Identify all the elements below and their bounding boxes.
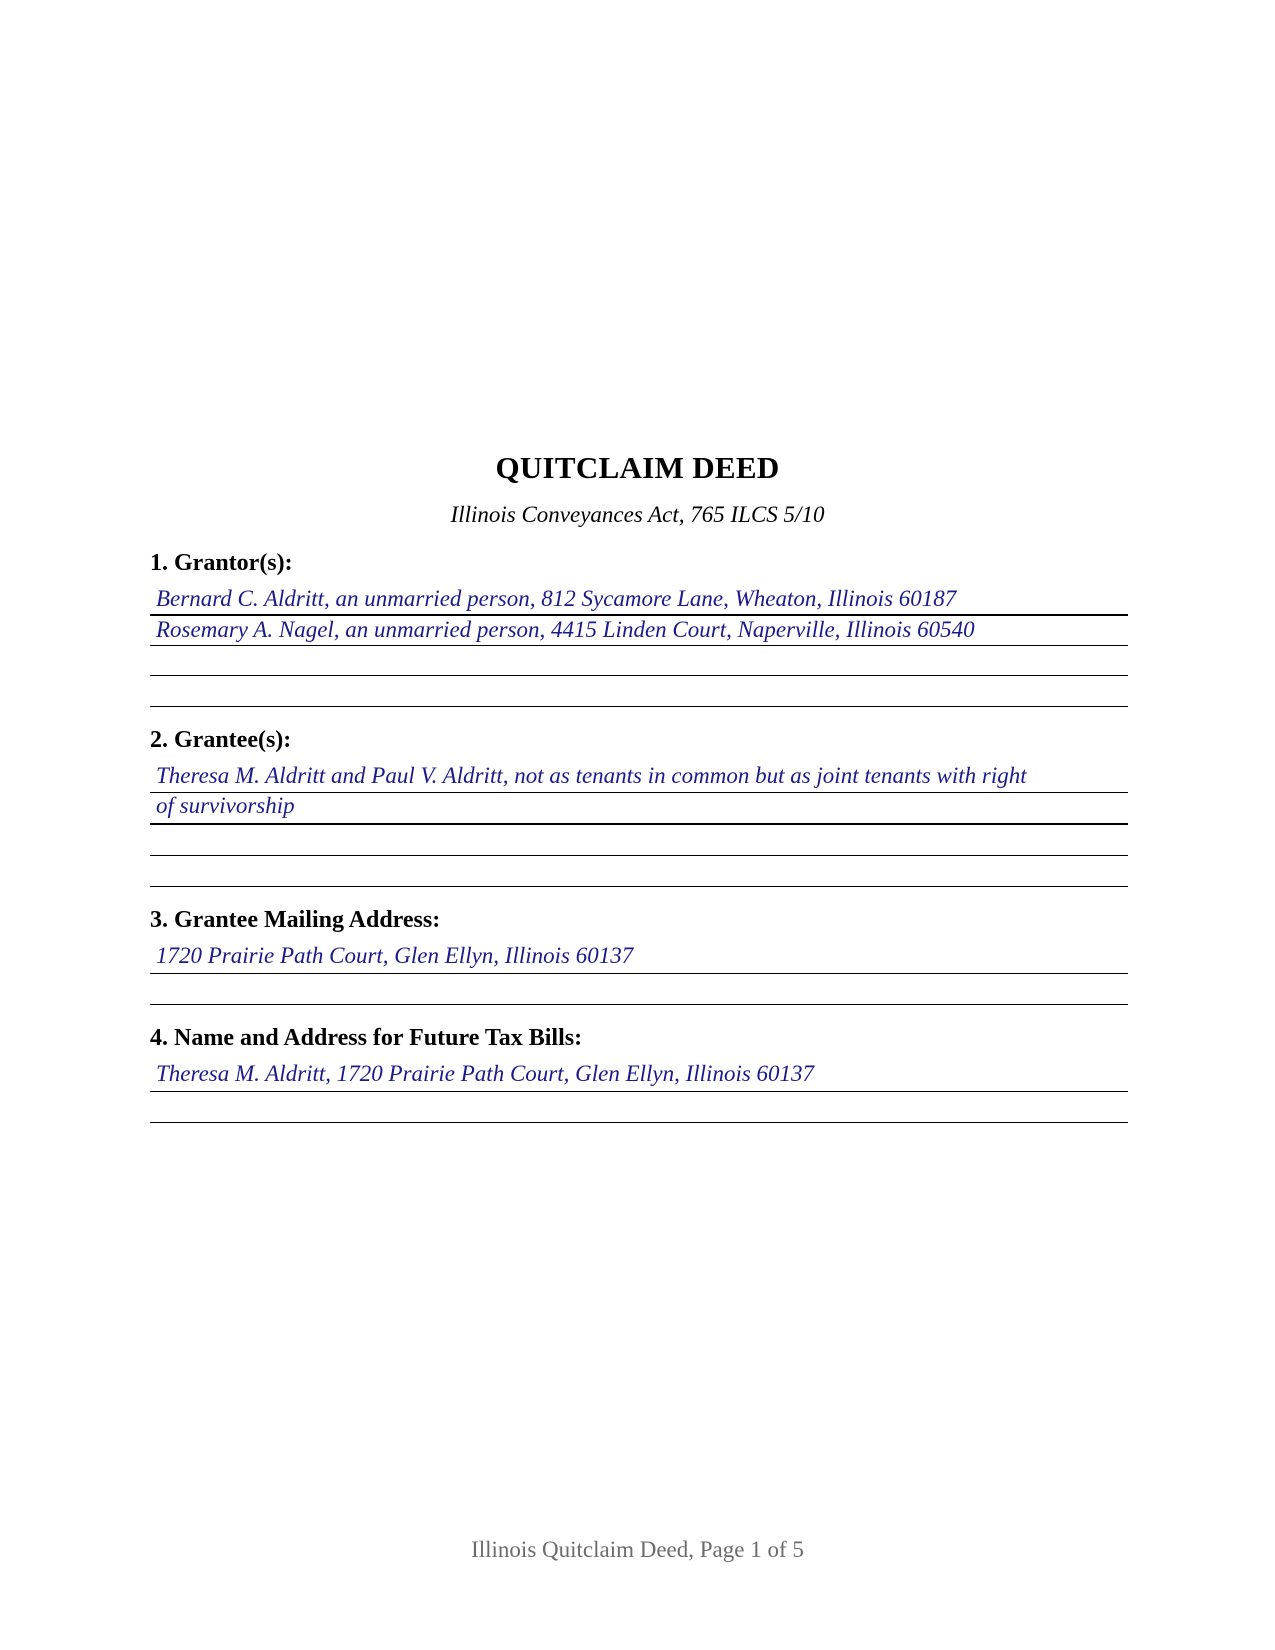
grantee-rule-2 — [150, 823, 1128, 825]
mailing-address-rule-2 — [150, 1004, 1128, 1005]
mailing-address-line-1: 1720 Prairie Path Court, Glen Ellyn, Illinois 60137 — [156, 943, 634, 968]
grantee-rule-3 — [150, 855, 1128, 856]
tax-bills-heading: 4. Name and Address for Future Tax Bills: — [150, 1025, 583, 1051]
grantor-line-1: Bernard C. Aldritt, an unmarried person, 812 Sycamore Lane, Wheaton, Illinois 60187 — [156, 586, 957, 611]
grantee-heading: 2. Grantee(s): — [150, 727, 292, 753]
grantor-rule-4 — [150, 706, 1128, 707]
grantor-heading: 1. Grantor(s): — [150, 550, 293, 576]
grantee-line-2: of survivorship — [156, 793, 295, 818]
grantee-line-1: Theresa M. Aldritt and Paul V. Aldritt, not as tenants in common but as joint tenants with right — [156, 763, 1027, 788]
grantor-line-2: Rosemary A. Nagel, an unmarried person, 4415 Linden Court, Naperville, Illinois 60540 — [156, 617, 975, 642]
grantee-rule-4 — [150, 886, 1128, 887]
document-subtitle: Illinois Conveyances Act, 765 ILCS 5/10 — [450, 502, 825, 527]
tax-bills-rule-2 — [150, 1122, 1128, 1123]
mailing-address-rule-1 — [150, 973, 1128, 974]
page-footer: Illinois Quitclaim Deed, Page 1 of 5 — [471, 1537, 804, 1562]
tax-bills-rule-1 — [150, 1091, 1128, 1092]
document-title: QUITCLAIM DEED — [495, 450, 780, 485]
tax-bills-line-1: Theresa M. Aldritt, 1720 Prairie Path Court, Glen Ellyn, Illinois 60137 — [156, 1061, 815, 1086]
grantor-rule-3 — [150, 675, 1128, 676]
grantor-rule-2 — [150, 645, 1128, 646]
mailing-address-heading: 3. Grantee Mailing Address: — [150, 907, 441, 933]
